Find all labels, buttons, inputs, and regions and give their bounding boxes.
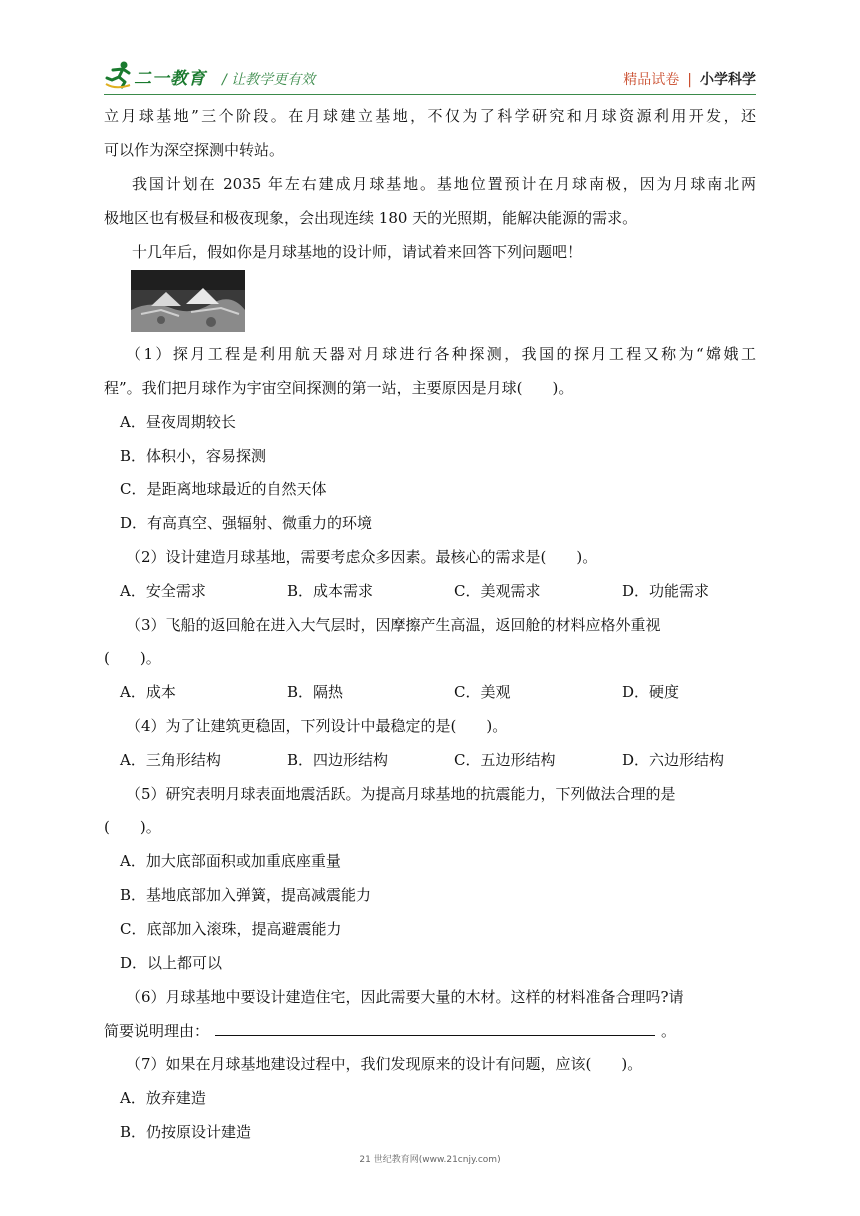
q1-option-a: A．昼夜周期较长	[120, 413, 236, 431]
q6-answer-line	[104, 1020, 676, 1041]
q7-option-b: B．仍按原设计建造	[120, 1123, 252, 1141]
q5-option-b: B．基地底部加入弹簧，提高减震能力	[120, 886, 372, 904]
q1-option-b: B．体积小，容易探测	[120, 447, 267, 465]
q4-option-c: C．五边形结构	[454, 751, 556, 769]
q3-option-d: D．硬度	[622, 683, 680, 701]
slogan: / 让教学更有效	[222, 72, 316, 88]
header-separator: |	[687, 72, 692, 88]
intro-p3: 十几年后，假如你是月球基地的设计师，请试着来回答下列问题吧！	[132, 243, 583, 261]
header-divider	[104, 94, 756, 95]
q5-stem-line1: （5）研究表明月球表面地震活跃。为提高月球基地的抗震能力，下列做法合理的是	[126, 785, 676, 803]
subject-tag: 小学科学	[700, 72, 756, 88]
q4-stem: （4）为了让建筑更稳固，下列设计中最稳定的是( )。	[126, 717, 508, 735]
q1-stem-line2: 程”。我们把月球作为宇宙空间探测的第一站，主要原因是月球( )。	[104, 379, 574, 397]
intro-p1-line2: 可以作为深空探测中转站。	[104, 141, 285, 159]
q7-stem: （7）如果在月球基地建设过程中，我们发现原来的设计有问题，应该( )。	[126, 1055, 643, 1073]
q2-option-b: B．成本需求	[287, 582, 374, 600]
logo	[104, 58, 214, 92]
q3-stem-line2: ( )。	[104, 649, 161, 667]
q6-answer-suffix: 。	[661, 1022, 677, 1040]
q5-option-c: C．底部加入滚珠，提高避震能力	[120, 920, 342, 938]
q2-stem: （2）设计建造月球基地，需要考虑众多因素。最核心的需求是( )。	[126, 548, 598, 566]
q2-option-c: C．美观需求	[454, 582, 541, 600]
q6-answer-prefix: 简要说明理由：	[104, 1022, 210, 1040]
intro-p2-line1: 我国计划在 2035 年左右建成月球基地。基地位置预计在月球南极，因为月球南北两	[132, 175, 756, 193]
q2-option-a: A．安全需求	[120, 582, 206, 600]
page-header	[104, 58, 756, 98]
q7-option-a: A．放弃建造	[120, 1089, 206, 1107]
logo-text: 二一教育	[134, 69, 206, 89]
q4-option-b: B．四边形结构	[287, 751, 389, 769]
exam-tag: 精品试卷	[623, 72, 680, 88]
intro-p2-line2: 极地区也有极昼和极夜现象，会出现连续 180 天的光照期，能解决能源的需求。	[104, 209, 638, 227]
q4-option-a: A．三角形结构	[120, 751, 221, 769]
runner-logo-icon	[104, 60, 134, 90]
q5-option-d: D．以上都可以	[120, 954, 223, 972]
q1-option-c: C．是距离地球最近的自然天体	[120, 480, 327, 498]
q6-answer-blank[interactable]	[215, 1020, 655, 1036]
q4-option-d: D．六边形结构	[622, 751, 725, 769]
q3-option-a: A．成本	[120, 683, 176, 701]
lunar-base-image	[131, 270, 245, 332]
q1-option-d: D．有高真空、强辐射、微重力的环境	[120, 514, 373, 532]
q3-option-b: B．隔热	[287, 683, 344, 701]
q2-option-d: D．功能需求	[622, 582, 710, 600]
lunar-base-illustration	[131, 270, 245, 332]
q3-option-c: C．美观	[454, 683, 511, 701]
page-footer: 21 世纪教育网(www.21cnjy.com)	[359, 1155, 501, 1165]
q1-stem-line1: （1）探月工程是利用航天器对月球进行各种探测，我国的探月工程又称为“嫦娥工	[126, 345, 756, 363]
intro-p1-line1: 立月球基地”三个阶段。在月球建立基地，不仅为了科学研究和月球资源利用开发，还	[104, 107, 756, 125]
q5-stem-line2: ( )。	[104, 818, 161, 836]
q6-stem-line1: （6）月球基地中要设计建造住宅，因此需要大量的木材。这样的材料准备合理吗?请	[126, 988, 684, 1006]
q5-option-a: A．加大底部面积或加重底座重量	[120, 852, 341, 870]
q3-stem-line1: （3）飞船的返回舱在进入大气层时，因摩擦产生高温，返回舱的材料应格外重视	[126, 616, 661, 634]
header-tags	[623, 69, 756, 89]
